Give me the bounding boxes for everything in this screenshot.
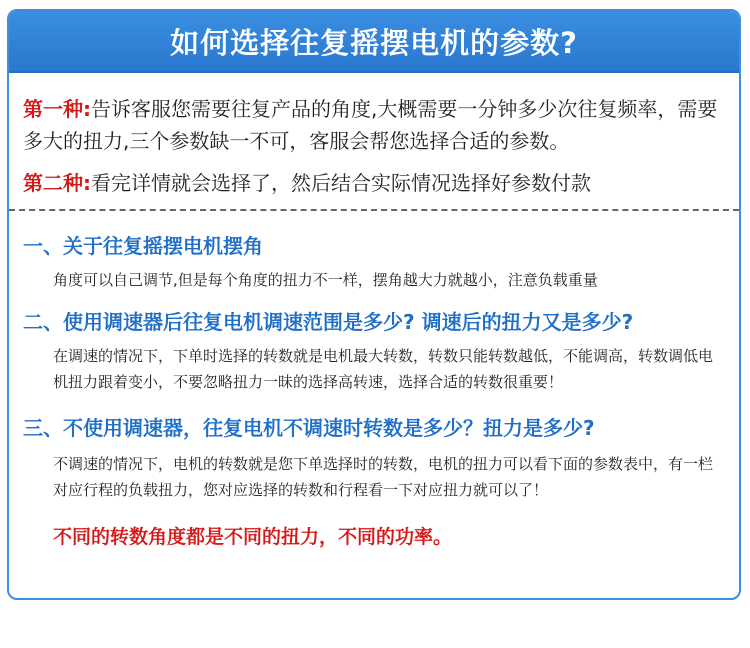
final-note: 不同的转数角度都是不同的扭力，不同的功率。 [53, 526, 453, 548]
section-title: 三、不使用调速器，往复电机不调速时转数是多少？扭力是多少? [23, 416, 595, 440]
section-body: 不调速的情况下，电机的转数就是您下单选择时的转数，电机的扭力可以看下面的参数表中，有一栏对应行程的负载扭力，您对应选择的转数和行程看一下对应扭力就可以了！ [53, 455, 714, 499]
dashed-divider [9, 209, 739, 211]
first-method-label: 第一种: [23, 97, 91, 121]
section-body: 角度可以自己调节,但是每个角度的扭力不一样，摆角越大力就越小，注意负载重量 [53, 271, 598, 289]
second-method-label: 第二种: [23, 171, 91, 195]
intro-block [9, 93, 739, 199]
section-title: 二、使用调速器后往复电机调速范围是多少? 调速后的扭力又是多少? [23, 310, 634, 334]
first-method-text: 告诉客服您需要往复产品的角度,大概需要一分钟多少次往复频率，需要多大的扭力,三个参数缺一不可，客服会帮您选择合适的参数。 [23, 97, 718, 153]
section-without-speed-controller [9, 413, 739, 503]
section-swing-angle [9, 231, 739, 293]
info-card [7, 9, 741, 600]
header-banner [9, 11, 739, 73]
second-method-text: 看完详情就会选择了，然后结合实际情况选择好参数付款 [91, 171, 591, 195]
intro-first-method [23, 93, 725, 157]
intro-second-method [23, 167, 725, 199]
section-title: 一、关于往复摇摆电机摆角 [23, 234, 263, 258]
section-with-speed-controller [9, 307, 739, 395]
section-body: 在调速的情况下，下单时选择的转数就是电机最大转数，转数只能转数越低，不能调高，转数调低电机扭力跟着变小，不要忽略扭力一昧的选择高转速，选择合适的转数很重要！ [53, 347, 714, 391]
page-title: 如何选择往复摇摆电机的参数? [170, 25, 578, 60]
